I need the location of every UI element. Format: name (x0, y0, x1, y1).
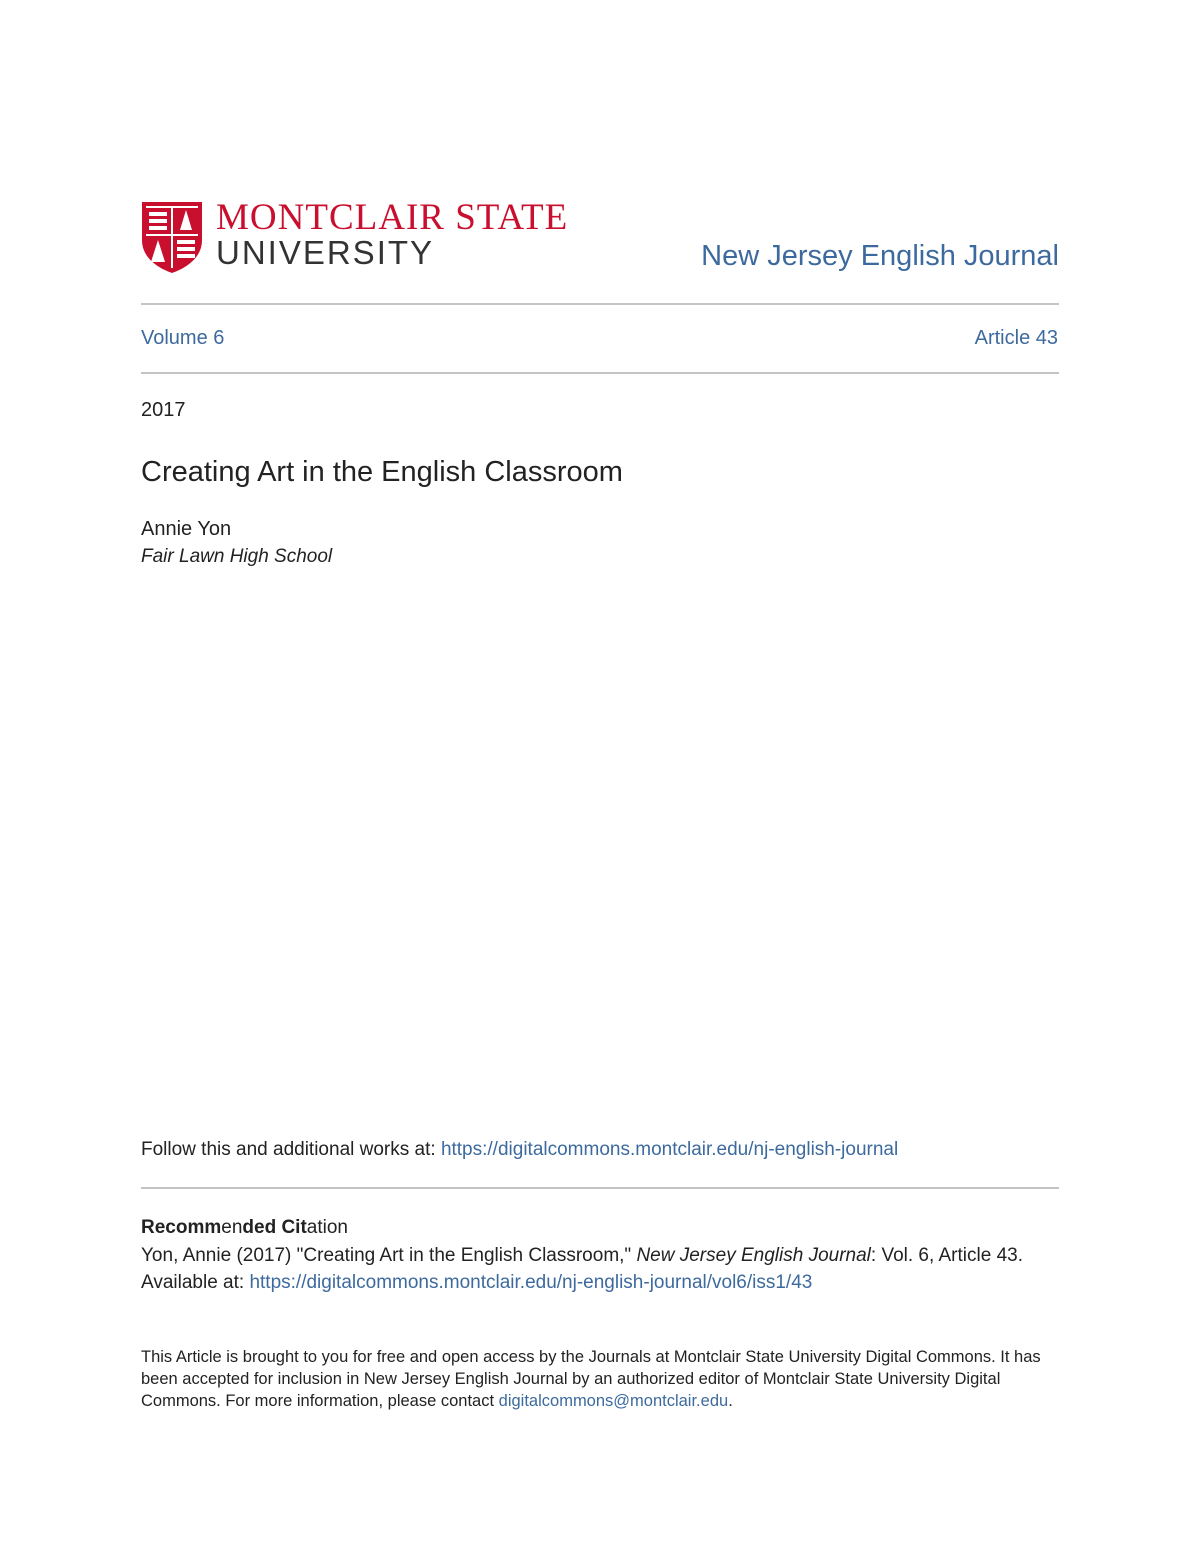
heading-part: on (326, 1217, 348, 1238)
volume-link[interactable]: Volume 6 (141, 327, 225, 349)
available-url-link[interactable]: https://digitalcommons.montclair.edu/nj-english-journal/vol6/iss1/43 (249, 1272, 813, 1293)
contact-email-link[interactable]: digitalcommons@montclair.edu (498, 1392, 729, 1410)
recommended-citation-heading (141, 1217, 348, 1239)
follow-prefix: Follow this and additional works at: (141, 1139, 441, 1160)
heading-part: ded Cit (242, 1217, 307, 1238)
logo-line-1: MONTCLAIR STATE (216, 197, 569, 238)
follow-line (141, 1139, 898, 1161)
article-title: Creating Art in the English Classroom (141, 456, 623, 488)
divider-bottom (141, 1187, 1059, 1189)
university-logo (140, 197, 570, 274)
available-prefix: Available at: (141, 1272, 250, 1293)
citation-text (141, 1245, 1023, 1267)
author-affiliation: Fair Lawn High School (141, 546, 333, 567)
author-name: Annie Yon (141, 518, 232, 540)
access-notice (141, 1346, 1041, 1412)
heading-part: en (221, 1217, 243, 1238)
follow-url-link[interactable]: https://digitalcommons.montclair.edu/nj-english-journal (440, 1139, 899, 1160)
citation-suffix: : Vol. 6, Article 43. (870, 1245, 1023, 1266)
logo-line-2: UNIVERSITY (216, 234, 435, 271)
divider-meta (141, 372, 1059, 374)
citation-prefix: Yon, Annie (2017) "Creating Art in the English Classroom," (141, 1245, 637, 1266)
article-link[interactable]: Article 43 (974, 327, 1058, 349)
publication-year: 2017 (141, 399, 186, 421)
heading-part: ati (306, 1217, 327, 1238)
shield-icon (140, 200, 204, 274)
citation-available (141, 1272, 812, 1294)
divider-top (141, 303, 1059, 305)
heading-part: Recomm (141, 1217, 222, 1238)
notice-text: This Article is brought to you for free and open access by the Journals at Montclair State University Digital Commons. It has been accepted for inclusion in New Jersey English Journal by an authorized editor of Montclair State University Digital Commons. For more information, please contact (141, 1348, 1041, 1410)
notice-end: . (728, 1392, 733, 1410)
citation-journal: New Jersey English Journal (636, 1245, 871, 1266)
journal-title-link[interactable]: New Jersey English Journal (701, 240, 1059, 272)
